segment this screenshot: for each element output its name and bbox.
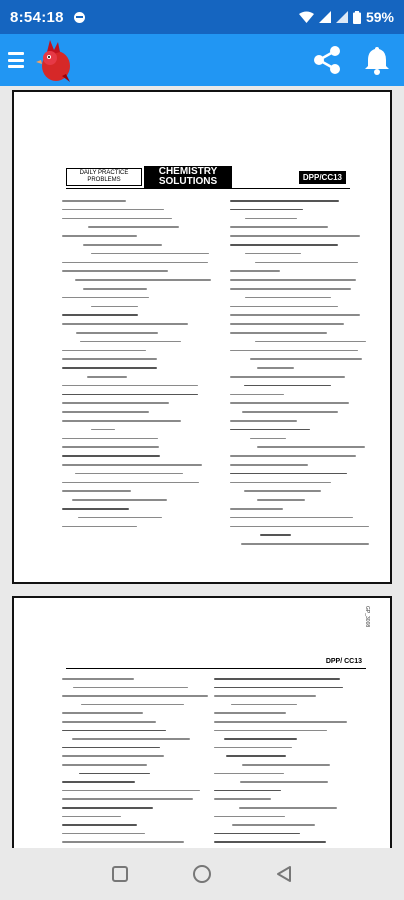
scanned-text-line [62,833,145,835]
scanned-text-line [214,790,281,792]
scanned-text-line [62,270,168,272]
scanned-text-line [91,306,138,308]
scanned-text-line [214,730,327,732]
scanned-text-line [230,350,358,352]
scanned-text-line [230,464,308,466]
scanned-text-line [62,446,159,448]
scanned-text-line [91,253,209,255]
scanned-text-line [214,695,316,697]
scanned-text-line [214,833,300,835]
scanned-text-line [62,798,193,800]
scanned-text-line [62,367,157,369]
scanned-text-line [230,332,327,334]
scanned-text-line [62,218,172,220]
scanned-text-line [230,306,338,308]
scanned-text-line [250,438,286,440]
battery-percent: 59% [365,9,394,25]
scanned-text-line [62,314,138,316]
signal-icon [319,11,331,23]
scanned-text-line [62,824,137,826]
document-page [12,596,392,848]
scanned-text-line [214,678,340,680]
share-icon[interactable] [312,45,342,75]
scanned-text-line [214,841,326,843]
scanned-text-line [62,730,166,732]
recents-square-icon[interactable] [111,865,129,883]
document-page [12,90,392,584]
scanned-text-line [76,332,158,334]
scanned-text-line [214,816,285,818]
scanned-text-line [62,455,160,457]
scanned-text-line [242,764,330,766]
scanned-text-line [230,288,351,290]
scanned-text-line [241,543,369,545]
scanned-text-line [62,420,181,422]
scanned-text-line [62,790,200,792]
scanned-text-line [83,288,147,290]
scanned-text-line [230,429,310,431]
scanned-text-line [230,455,356,457]
scanned-text-line [62,200,126,202]
system-nav-bar [0,848,404,900]
scanned-text-line [62,678,134,680]
scanned-text-line [230,394,284,396]
scanned-text-line [214,798,271,800]
header-rule [66,188,350,189]
header-code: DPP/CC13 [299,171,346,184]
scanned-text-line [257,367,294,369]
scanned-text-line [214,773,284,775]
scanned-text-line [230,526,369,528]
signal-icon [336,11,348,23]
scanned-text-line [226,755,286,757]
status-time: 8:54:18 [10,8,64,26]
scanned-text-line [257,446,364,448]
scanned-text-line [62,841,184,843]
scanned-text-line [245,218,297,220]
scanned-text-line [260,534,291,536]
scanned-text-line [78,517,163,519]
header-title: CHEMISTRY SOLUTIONS [144,166,232,188]
home-circle-icon[interactable] [192,864,212,884]
scanned-text-line [230,270,280,272]
scanned-text-line [62,781,135,783]
scanned-text-line [230,420,297,422]
scanned-text-line [230,209,303,211]
scanned-text-line [231,704,297,706]
scanned-text-line [255,262,359,264]
scanned-text-line [79,773,150,775]
scanned-text-line [62,490,131,492]
scanned-text-line [62,438,158,440]
scanned-text-line [230,200,339,202]
page-header [66,166,346,188]
scanned-text-line [230,314,360,316]
header-rule [66,668,366,669]
scanned-text-line [230,323,344,325]
scanned-text-line [62,526,137,528]
scanned-text-line [62,695,208,697]
hamburger-menu-icon[interactable] [8,52,24,68]
scanned-text-line [62,755,164,757]
scanned-text-line [214,712,286,714]
scanned-text-line [214,687,343,689]
scanned-text-line [62,402,169,404]
scanned-text-line [232,824,315,826]
scanned-text-line [250,358,362,360]
scanned-text-line [62,209,164,211]
do-not-disturb-icon [74,12,85,23]
scanned-text-line [62,262,208,264]
scanned-text-line [87,376,127,378]
scanned-text-line [62,747,160,749]
scanned-text-line [255,341,366,343]
scanned-text-line [230,473,347,475]
scanned-text-line [214,747,292,749]
scanned-text-line [62,464,202,466]
scanned-text-line [73,687,189,689]
wifi-icon [299,11,314,23]
scanned-text-line [244,490,321,492]
scanned-text-line [230,508,283,510]
scanned-text-line [62,350,146,352]
scanned-text-line [91,429,115,431]
scanned-text-line [244,385,331,387]
scanned-text-line [72,499,166,501]
back-triangle-icon[interactable] [275,865,293,883]
scanned-text-line [75,473,183,475]
page-header-code: DPP/ CC13 [325,658,362,665]
scanned-text-line [75,279,210,281]
scanned-text-line [62,816,121,818]
scanned-text-line [230,235,360,237]
scanned-text-line [62,712,143,714]
page-side-tag: GP_3008 [364,606,370,628]
scanned-text-line [230,244,338,246]
document-viewer[interactable] [0,86,404,848]
scanned-text-line [62,394,198,396]
scanned-text-line [239,807,337,809]
scanned-text-line [62,235,137,237]
scanned-text-line [224,738,297,740]
status-bar [0,0,404,34]
scanned-text-line [230,517,353,519]
scanned-text-line [88,226,179,228]
scanned-text-line [81,704,185,706]
scanned-text-line [245,297,331,299]
scanned-text-line [230,226,328,228]
header-dpp-label: DAILY PRACTICE PROBLEMS [66,168,142,186]
scanned-text-line [242,411,338,413]
scanned-text-line [62,358,157,360]
scanned-text-line [62,297,149,299]
scanned-text-line [72,738,189,740]
scanned-text-line [80,341,181,343]
scanned-text-line [214,721,347,723]
scanned-text-line [62,764,147,766]
scanned-text-line [62,385,198,387]
scanned-text-line [83,244,162,246]
scanned-text-line [240,781,328,783]
scanned-text-line [62,482,199,484]
scanned-text-line [62,323,188,325]
notification-bell-icon[interactable] [364,45,390,75]
scanned-text-line [62,411,149,413]
scanned-text-line [230,279,356,281]
scanned-text-line [62,721,156,723]
scanned-text-line [245,253,301,255]
red-bird-logo-icon [36,36,76,84]
app-bar [0,34,404,86]
battery-icon [353,11,361,24]
scanned-text-line [62,508,129,510]
scanned-text-line [230,482,331,484]
scanned-text-line [257,499,305,501]
status-icons [299,9,394,25]
scanned-text-line [230,376,345,378]
scanned-text-line [230,402,349,404]
scanned-text-line [62,807,153,809]
